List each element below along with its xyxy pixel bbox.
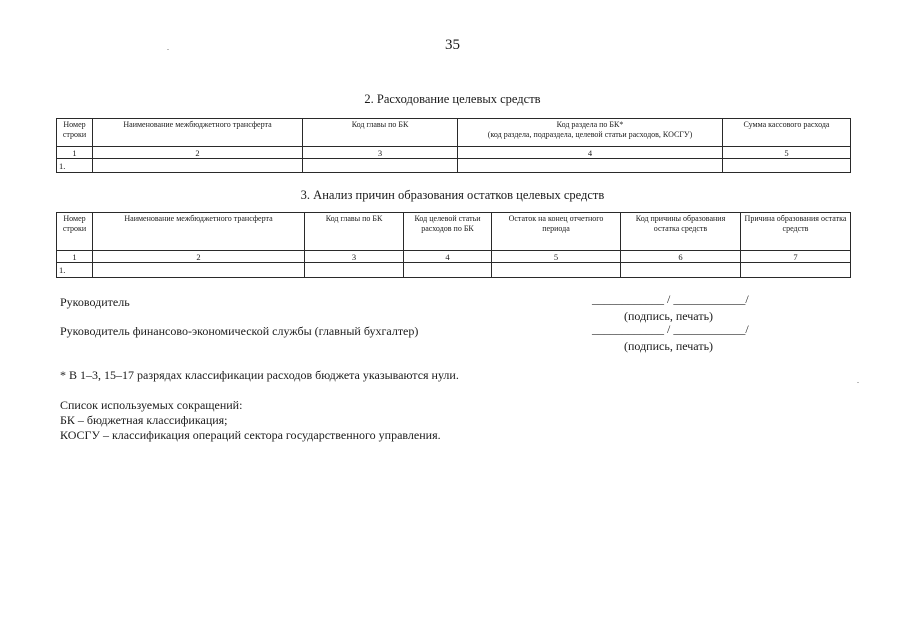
table-cell: [458, 159, 723, 173]
col-header-remainder: Остаток на конец отчетного периода: [492, 213, 621, 251]
column-numbers-row: [57, 147, 851, 159]
col-header-row-number: Номер строки: [57, 119, 93, 147]
table-row: [57, 159, 851, 173]
table-header-row: [57, 119, 851, 147]
col-header-section-code: [458, 119, 723, 147]
table-cell: [492, 263, 621, 278]
column-number: 5: [723, 147, 851, 159]
finance-signature-note: (подпись, печать): [624, 339, 714, 353]
finance-signature-line: ____________ / ____________/: [592, 322, 749, 336]
col-header-cash-expense: Сумма кассового расхода: [723, 119, 851, 147]
head-signature-line: ____________ / ____________/: [592, 292, 749, 306]
column-number: 3: [305, 251, 404, 263]
head-label: Руководитель: [60, 295, 130, 309]
finance-head-label: Руководитель финансово-экономической службы (главный бухгалтер): [60, 324, 419, 338]
column-number: 3: [303, 147, 458, 159]
col-header-section-code-sub: (код раздела, подраздела, целевой статьи расходов, КОСГУ): [487, 130, 693, 139]
column-number: 1: [57, 251, 93, 263]
col-header-section-code-main: Код раздела по БК*: [556, 120, 624, 129]
column-number: 2: [93, 147, 303, 159]
table-cell: [621, 263, 741, 278]
column-number: 4: [458, 147, 723, 159]
col-header-chapter-code: Код главы по БК: [305, 213, 404, 251]
footnote: * В 1–3, 15–17 разрядах классификации расходов бюджета указываются нули.: [60, 368, 459, 382]
col-header-transfer-name: Наименование межбюджетного трансферта: [93, 119, 303, 147]
column-number: 5: [492, 251, 621, 263]
scan-speck: [857, 382, 859, 383]
row-number: 1.: [57, 159, 93, 173]
table-cell: [723, 159, 851, 173]
section-3-title: 3. Анализ причин образования остатков целевых средств: [300, 188, 605, 202]
row-number: 1.: [57, 263, 93, 278]
col-header-transfer-name: Наименование межбюджетного трансферта: [93, 213, 305, 251]
column-numbers-row: [57, 251, 851, 263]
col-header-chapter-code: Код главы по БК: [303, 119, 458, 147]
table-cell: [93, 263, 305, 278]
spending-table: [56, 118, 851, 173]
col-header-target-code: Код целевой статьи расходов по БК: [404, 213, 492, 251]
abbreviation-item: КОСГУ – классификация операций сектора государственного управления.: [60, 428, 441, 442]
table-cell: [303, 159, 458, 173]
column-number: 1: [57, 147, 93, 159]
col-header-row-number: Номер строки: [57, 213, 93, 251]
scan-speck: [167, 49, 169, 50]
page-number: 35: [445, 37, 460, 53]
col-header-reason-code: Код причины образования остатка средств: [621, 213, 741, 251]
abbreviation-item: БК – бюджетная классификация;: [60, 413, 228, 427]
table-cell: [93, 159, 303, 173]
table-cell: [404, 263, 492, 278]
table-cell: [305, 263, 404, 278]
table-cell: [741, 263, 851, 278]
abbreviations-title: Список используемых сокращений:: [60, 398, 243, 412]
table-header-row: [57, 213, 851, 251]
section-2-title: 2. Расходование целевых средств: [364, 92, 541, 106]
column-number: 4: [404, 251, 492, 263]
column-number: 2: [93, 251, 305, 263]
head-signature-note: (подпись, печать): [624, 309, 714, 323]
col-header-reason: Причина образования остатка средств: [741, 213, 851, 251]
column-number: 7: [741, 251, 851, 263]
table-row: [57, 263, 851, 278]
remainders-table: [56, 212, 851, 278]
column-number: 6: [621, 251, 741, 263]
